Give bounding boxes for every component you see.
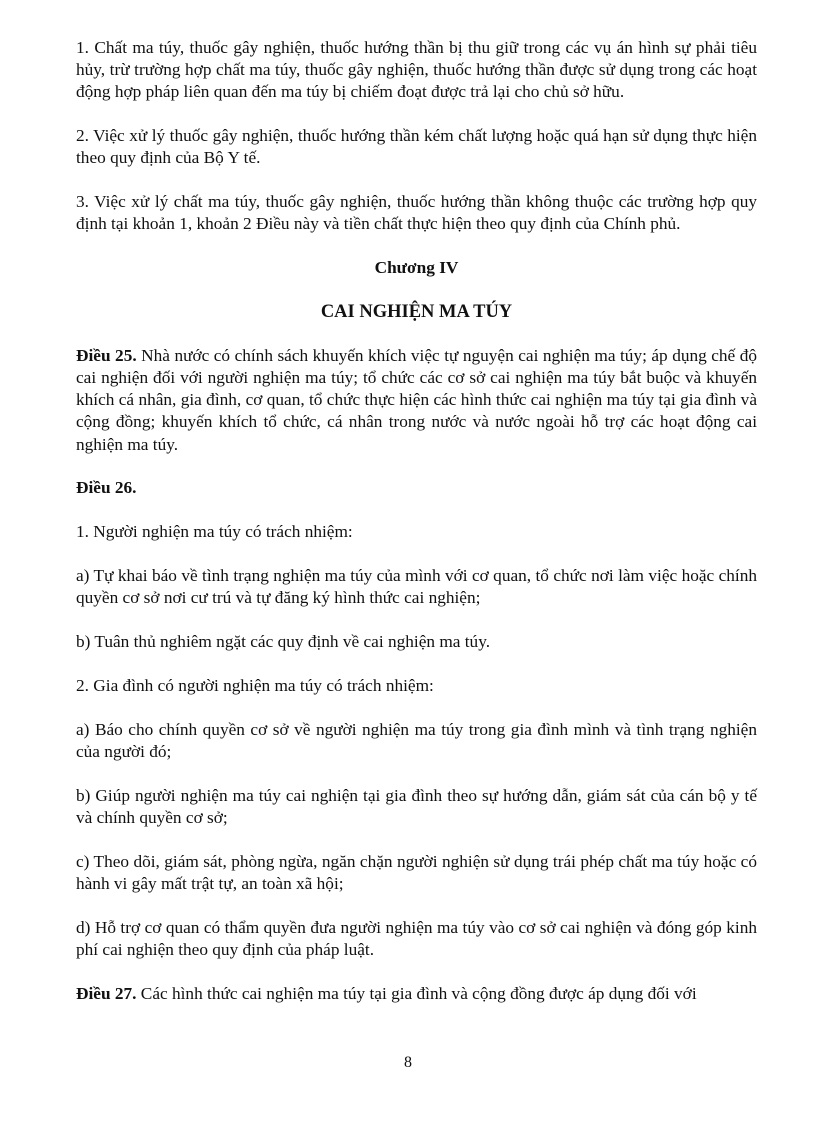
chapter-number: Chương IV [374, 258, 459, 278]
chapter-title: CAI NGHIỆN MA TÚY [320, 302, 513, 322]
article-26-clause-1-point-b: b) Tuân thủ nghiêm ngặt các quy định về cai nghiện ma túy. [76, 632, 491, 651]
article-26-clause-1-point-a: a) Tự khai báo về tình trạng nghiện ma túy của mình với cơ quan, tổ chức nơi làm việc hoặc chính quyền cơ sở nơi cư trú và tự đăng ký hình thức cai nghiện; [76, 566, 757, 608]
article-26-label: Điều 26. [76, 478, 137, 498]
article-27 [76, 983, 757, 1005]
clause-2: 2. Việc xử lý thuốc gây nghiện, thuốc hướng thần kém chất lượng hoặc quá hạn sử dụng thực hiện theo quy định của Bộ Y tế. [76, 126, 757, 168]
article-27-label: Điều 27. [76, 983, 137, 1003]
article-26-clause-2: 2. Gia đình có người nghiện ma túy có trách nhiệm: [76, 675, 434, 695]
clause-1: 1. Chất ma túy, thuốc gây nghiện, thuốc hướng thần bị thu giữ trong các vụ án hình sự phải tiêu hủy, trừ trường hợp chất ma túy, thuốc gây nghiện, thuốc hướng thần được sử dụng trong các hoạt động hợp pháp liên quan đến ma túy bị chiếm đoạt được trả lại cho chủ sở hữu. [76, 38, 757, 102]
article-25-label: Điều 25. [76, 345, 137, 365]
article-26-clause-2-point-d: d) Hỗ trợ cơ quan có thẩm quyền đưa người nghiện ma túy vào cơ sở cai nghiện và đóng góp kinh phí cai nghiện theo quy định của pháp luật. [76, 917, 757, 959]
article-26-heading [76, 477, 757, 499]
article-25 [76, 345, 757, 456]
article-26-clause-2-point-c: c) Theo dõi, giám sát, phòng ngừa, ngăn chặn người nghiện sử dụng trái phép chất ma túy hoặc có hành vi gây mất trật tự, an toàn xã hội; [76, 851, 757, 893]
page-number: 8 [404, 1054, 412, 1071]
clause-3: 3. Việc xử lý chất ma túy, thuốc gây nghiện, thuốc hướng thần không thuộc các trường hợp quy định tại khoản 1, khoản 2 Điều này và tiền chất thực hiện theo quy định của Chính phủ. [76, 192, 757, 234]
document-body [76, 37, 757, 1026]
article-26-clause-2-point-a: a) Báo cho chính quyền cơ sở về người nghiện ma túy trong gia đình mình và tình trạng nghiện của người đó; [76, 719, 757, 761]
article-27-text: Các hình thức cai nghiện ma túy tại gia đình và cộng đồng được áp dụng đối với [136, 983, 697, 1003]
article-26-clause-1: 1. Người nghiện ma túy có trách nhiệm: [76, 522, 353, 542]
article-26-clause-2-point-b: b) Giúp người nghiện ma túy cai nghiện tại gia đình theo sự hướng dẫn, giám sát của cán bộ y tế và chính quyền cơ sở; [76, 785, 757, 827]
article-25-text: Nhà nước có chính sách khuyến khích việc tự nguyện cai nghiện ma túy; áp dụng chế độ cai nghiện đối với người nghiện ma túy; tổ chức các cơ sở cai nghiện ma túy bắt buộc và khuyến khích cá nhân, gia đình, cơ quan, tổ chức thực hiện các hình thức cai nghiện ma túy tại gia đình và cộng đồng; khuyến khích tổ chức, cá nhân trong nước và nước ngoài hỗ trợ các hoạt động cai nghiện ma túy. [76, 345, 758, 454]
